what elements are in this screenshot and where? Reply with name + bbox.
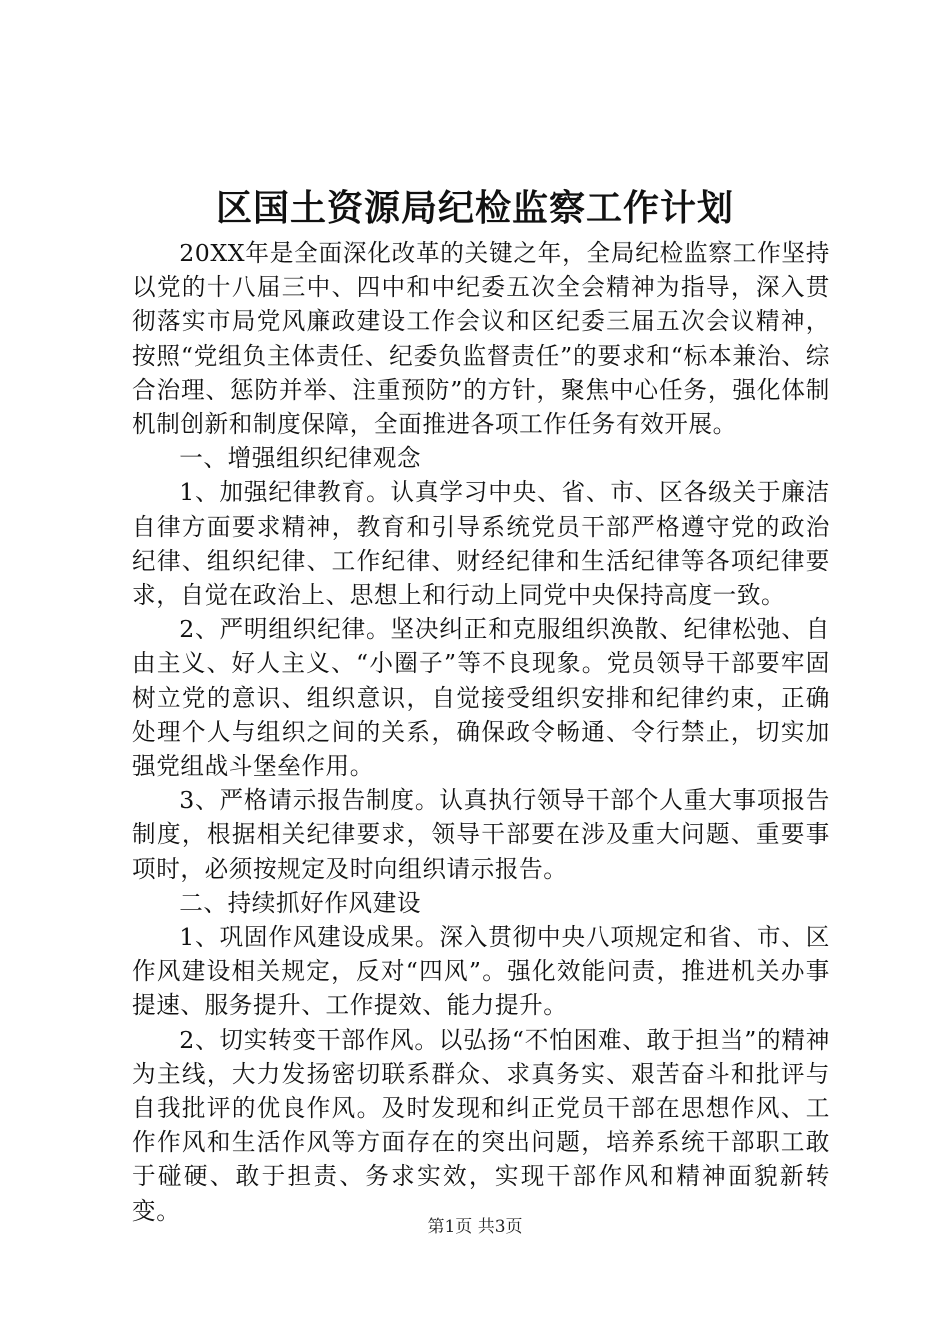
section-heading-2: 二、持续抓好作风建设 <box>179 888 422 917</box>
section-2-item-1: 1、巩固作风建设成果。深入贯彻中央八项规定和省、市、区作风建设相关规定，反对“四风”。强化效能问责，推进机关办事提速、服务提升、工作提效、能力提升。 <box>132 923 830 1020</box>
page-footer: 第1页 共3页 <box>427 1217 523 1237</box>
document-title: 区国土资源局纪检监察工作计划 <box>215 187 734 229</box>
section-1-item-2: 2、严明组织纪律。坚决纠正和克服组织涣散、纪律松弛、自由主义、好人主义、“小圈子”等不良现象。党员领导干部要牢固树立党的意识、组织意识，自觉接受组织安排和纪律约束，正确处理个人与组织之间的关系，确保政令畅通、令行禁止，切实加强党组战斗堡垒作用。 <box>132 615 830 781</box>
document-body <box>132 236 830 1228</box>
section-2-item-2: 2、切实转变干部作风。以弘扬“不怕困难、敢于担当”的精神为主线，大力发扬密切联系群众、求真务实、艰苦奋斗和批评与自我批评的优良作风。及时发现和纠正党员干部在思想作风、工作作风和生活作风等方面存在的突出问题，培养系统干部职工敢于碰硬、敢于担责、务求实效，实现干部作风和精神面貌新转变。 <box>132 1025 830 1225</box>
section-heading-1: 一、增强组织纪律观念 <box>179 444 422 473</box>
section-1-item-1: 1、加强纪律教育。认真学习中央、省、市、区各级关于廉洁自律方面要求精神，教育和引导系统党员干部严格遵守党的政治纪律、组织纪律、工作纪律、财经纪律和生活纪律等各项纪律要求，自觉在政治上、思想上和行动上同党中央保持高度一致。 <box>132 478 830 610</box>
section-1-item-3: 3、严格请示报告制度。认真执行领导干部个人重大事项报告制度，根据相关纪律要求，领导干部要在涉及重大问题、重要事项时，必须按规定及时向组织请示报告。 <box>132 786 830 883</box>
intro-paragraph: 20XX年是全面深化改革的关键之年，全局纪检监察工作坚持以党的十八届三中、四中和中纪委五次全会精神为指导，深入贯彻落实市局党风廉政建设工作会议和区纪委三届五次会议精神，按照“党组负主体责任、纪委负监督责任”的要求和“标本兼治、综合治理、惩防并举、注重预防”的方针，聚焦中心任务，强化体制机制创新和制度保障，全面推进各项工作任务有效开展。 <box>132 239 830 439</box>
